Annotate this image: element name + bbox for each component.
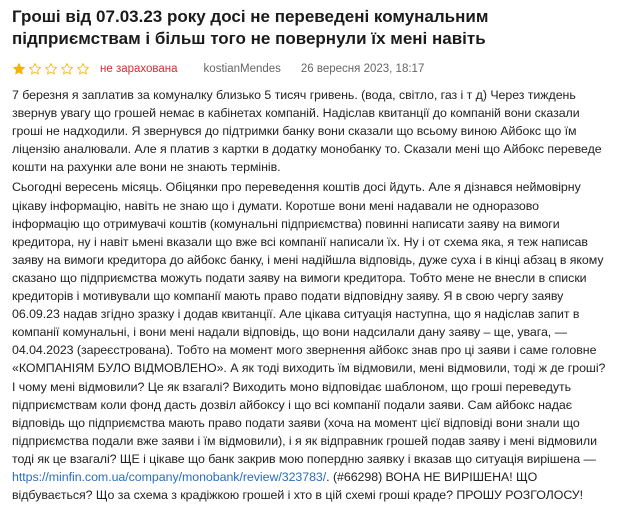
review-meta bbox=[12, 60, 608, 78]
star-empty-icon bbox=[28, 62, 42, 76]
review-text: Сьогодні вересень місяць. Обіцянки про переведення коштів досі йдуть. Але я дізнався неймовірну цікаву інформацію, навіть не знаю що і думати. Коротше вони мені надавали не одноразово інформацію що отримувачі коштів (комунальні підприємства) повинні написати заяву на вимоги кредитора, ну і навіт ьмені вказали що вже всі компанії написали їх. Ну і от схема яка, я теж написав заяву на вимоги кредитора до айбокс банку, і мені надійшла відповідь, дуже суха і в кінці абзац в якому сказано що підприємства можуть подати заяву на вимоги кредитора. Тобто мене не внесли в списки кредиторів і мотивували що компанії мають право подати відповідну заяву. Я в свою чергу заяву 06.09.23 надав згідно зразку і додав квитанції. Але цікава ситуація наступна, що я надіслав запит в компанії комунальні, і вони мені надали відповідь, що вони надсилали дану заяву – ще, увага, — 04.04.2023 (зареєстрована). Тобто на момент мого звернення айбокс знав про ці заяви і саме головне «КОМПАНІЯМ БУЛО ВІДМОВЛЕНО». А як тоді виходить їм відмовили, мені відмовили, тоді ж де гроші? І чому мені відмовили? Це як взагалі? Виходить моно відповідає шаблоном, що гроші переведуть підприємствам коли фонд дасть дозвіл айбоксу і що всі компанії подали заяви. Сам айбокс надає відповідь що підприємства мають право подати заяви (хоча на момент цієї відповіді вони знали що підприємства подали вже заяви і їм відмовили), і я як відправник грошей подав заяву і мені відмовили тоді як це взагалі? ЩЕ і цікаве що банк закрив мою попердню заявку і вказав що ситуація вирішена — bbox=[12, 180, 606, 466]
review-paragraph: 7 березня я заплатив за комуналку близько 5 тисяч гривень. (вода, світло, газ і т д) Через тиждень звернув увагу що грошей немає в кабінетах компаній. Надіслав квитанції до компаній вони сказали гроші не надходили. Я звернувся до підтримки банку вони сказали що всьому виною Айбокс що їм ліцензію аналювали. Але я платив з картки в додатку монобанку то. Сказали мені що Айбокс переведе кошти на рахунки але вони не знають термінів. bbox=[12, 88, 602, 175]
review-body bbox=[12, 86, 608, 504]
star-empty-icon bbox=[76, 62, 90, 76]
rating-stars bbox=[12, 62, 90, 76]
review-link[interactable]: https://minfin.com.ua/company/monobank/review/323783/ bbox=[12, 469, 327, 484]
review-date: 26 вересня 2023, 18:17 bbox=[300, 63, 425, 75]
review-title: Гроші від 07.03.23 року досі не переведені комунальним підприємствам і більш того не повернули їх мені навіть bbox=[12, 7, 489, 48]
author-name[interactable]: kostianMendes bbox=[203, 63, 281, 75]
star-filled-icon bbox=[12, 62, 26, 76]
review-paragraph bbox=[12, 178, 608, 504]
status-badge: не зарахована bbox=[100, 63, 178, 75]
star-empty-icon bbox=[44, 62, 58, 76]
star-empty-icon bbox=[60, 62, 74, 76]
review-text: . (#66298) ВОНА НЕ ВИРІШЕНА! ЩО відбувається? Що за схема з крадіжкою грошей і хто в цій схемі гроші краде? ПРОШУ РОЗГОЛОСУ! bbox=[12, 469, 584, 503]
